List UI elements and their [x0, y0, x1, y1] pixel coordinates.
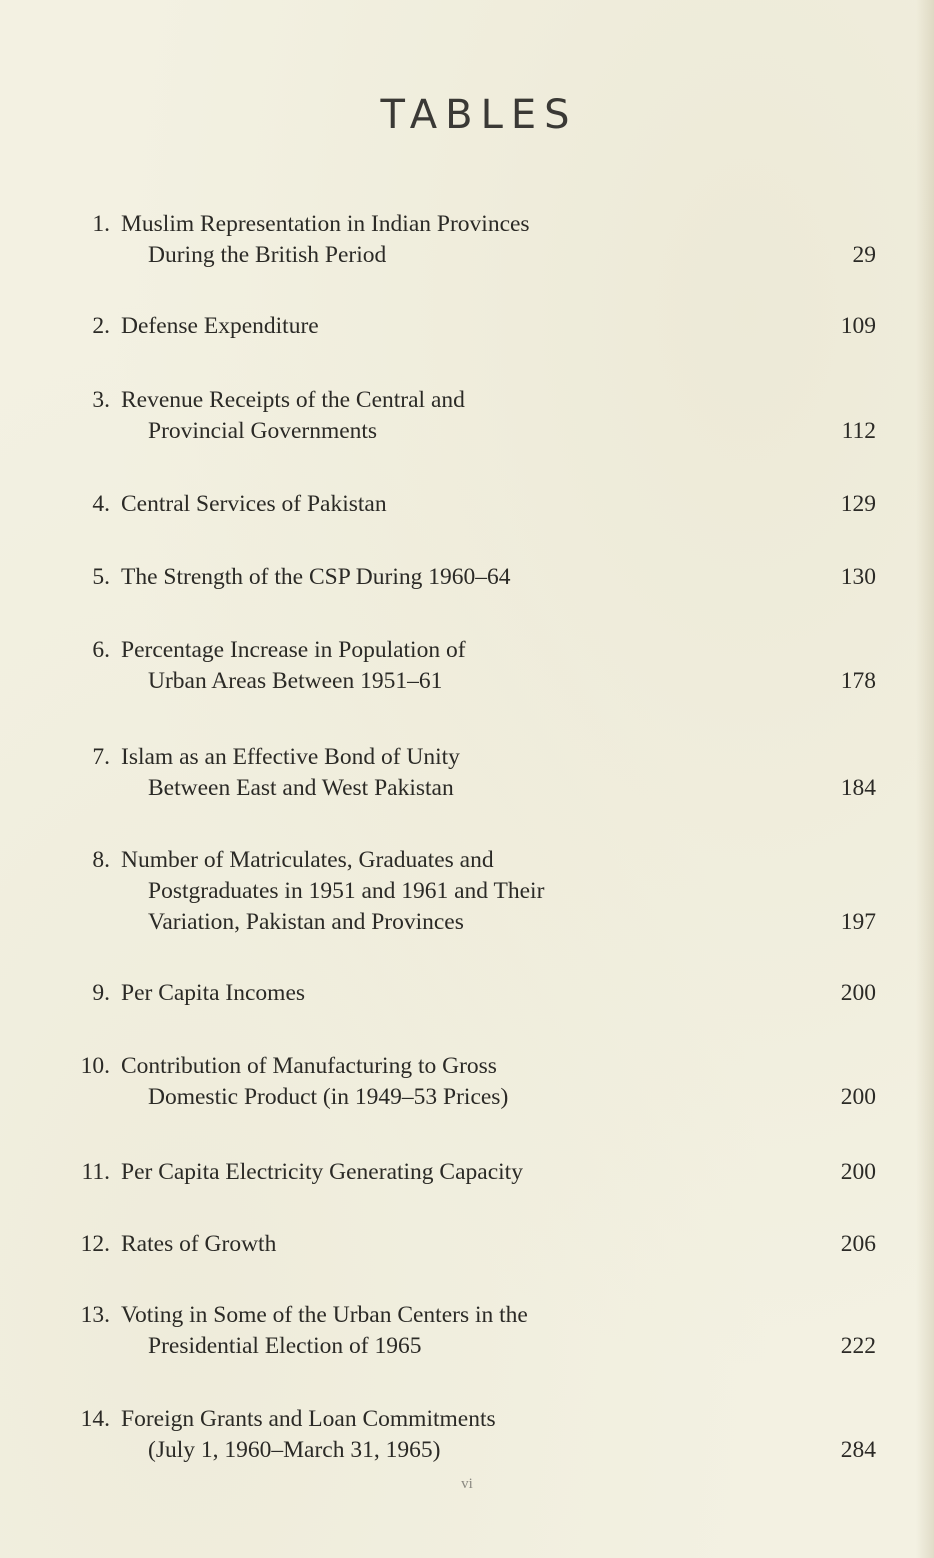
- entry-page-number: 200: [840, 1159, 876, 1185]
- entry-title: Central Services of Pakistan: [121, 491, 387, 517]
- entry-title: Number of Matriculates, Graduates and: [121, 847, 494, 873]
- entry-number: 10.: [80, 1053, 110, 1079]
- entry-page-number: 178: [840, 668, 876, 694]
- entry-number: 5.: [92, 564, 110, 590]
- entry-title-continued: Provincial Governments: [148, 418, 378, 444]
- entry-page-number: 222: [840, 1333, 876, 1359]
- entry-title: Defense Expenditure: [121, 313, 319, 339]
- entry-page-number: 200: [840, 1084, 876, 1110]
- entry-title-continued: Postgraduates in 1951 and 1961 and Their: [148, 878, 545, 904]
- entry-title: The Strength of the CSP During 1960–64: [121, 564, 511, 590]
- entry-number: 7.: [92, 744, 110, 770]
- entry-title-continued: Presidential Election of 1965: [148, 1333, 422, 1359]
- entry-number: 6.: [92, 637, 110, 663]
- entry-number: 8.: [92, 847, 110, 873]
- entry-page-number: 200: [840, 980, 876, 1006]
- entry-title: Per Capita Electricity Generating Capacity: [121, 1159, 523, 1185]
- entry-title: Muslim Representation in Indian Provinces: [121, 211, 530, 237]
- page-title: TABLES: [380, 92, 578, 138]
- entry-page-number: 109: [840, 313, 876, 339]
- entry-title: Per Capita Incomes: [121, 980, 306, 1006]
- page-edge-shadow: [916, 0, 934, 1558]
- entry-number: 4.: [92, 491, 110, 517]
- entry-page-number: 206: [840, 1231, 876, 1257]
- entry-title-continued: Variation, Pakistan and Provinces: [148, 909, 464, 935]
- entry-number: 9.: [92, 980, 110, 1006]
- entry-title: Rates of Growth: [121, 1231, 277, 1257]
- page-folio: vi: [461, 1476, 473, 1492]
- entry-page-number: 130: [840, 564, 876, 590]
- entry-number: 13.: [80, 1302, 110, 1328]
- entry-page-number: 129: [840, 491, 876, 517]
- entry-title: Foreign Grants and Loan Commitments: [121, 1406, 496, 1432]
- entry-page-number: 184: [840, 775, 876, 801]
- entry-title: Islam as an Effective Bond of Unity: [121, 744, 460, 770]
- entry-number: 2.: [92, 313, 110, 339]
- entry-title: Voting in Some of the Urban Centers in the: [121, 1302, 528, 1328]
- entry-title-continued: Urban Areas Between 1951–61: [148, 668, 443, 694]
- entry-page-number: 197: [840, 909, 876, 935]
- entry-number: 3.: [92, 387, 110, 413]
- entry-title-continued: (July 1, 1960–March 31, 1965): [148, 1437, 441, 1463]
- entry-title-continued: During the British Period: [148, 242, 387, 268]
- entry-number: 14.: [80, 1406, 110, 1432]
- entry-number: 1.: [92, 211, 110, 237]
- entry-title-continued: Between East and West Pakistan: [148, 775, 454, 801]
- entry-page-number: 29: [852, 242, 876, 268]
- entry-title: Percentage Increase in Population of: [121, 637, 466, 663]
- entry-page-number: 112: [841, 418, 876, 444]
- entry-number: 12.: [80, 1231, 110, 1257]
- entry-number: 11.: [81, 1159, 110, 1185]
- entry-title: Revenue Receipts of the Central and: [121, 387, 465, 413]
- entry-title: Contribution of Manufacturing to Gross: [121, 1053, 497, 1079]
- entry-page-number: 284: [840, 1437, 876, 1463]
- entry-title-continued: Domestic Product (in 1949–53 Prices): [148, 1084, 509, 1110]
